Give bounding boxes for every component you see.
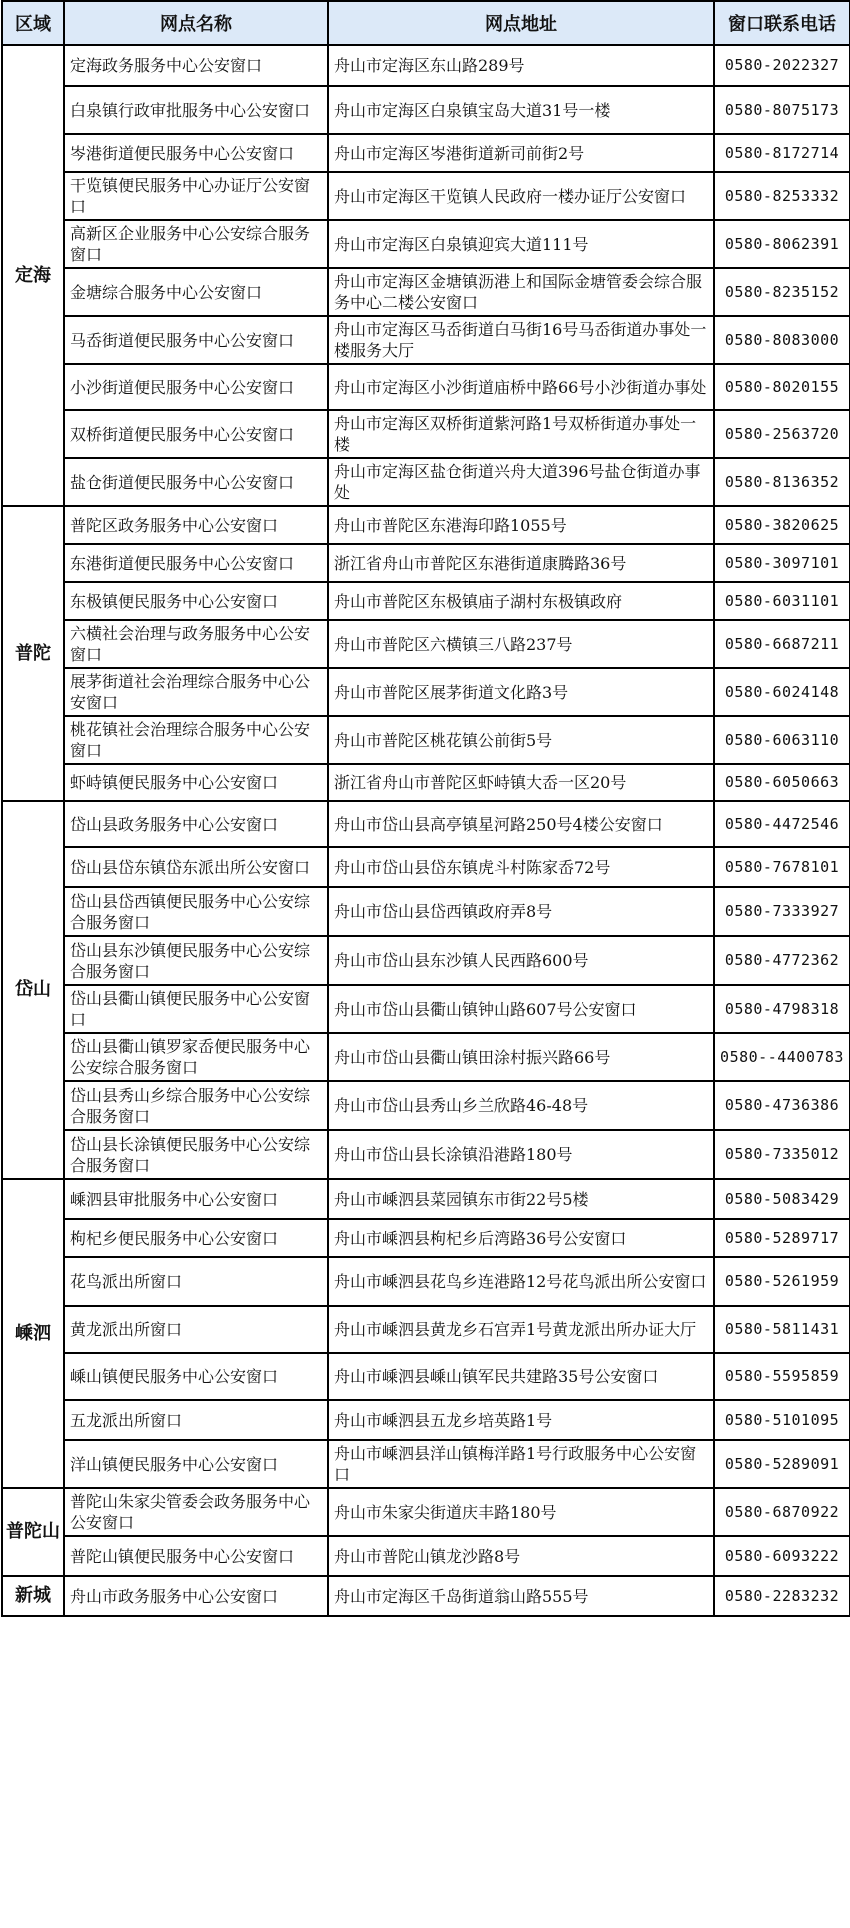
table-row	[2, 1219, 850, 1257]
address-cell: 舟山市普陀区展茅街道文化路3号	[328, 668, 714, 716]
address-cell: 舟山市定海区干览镇人民政府一楼办证厅公安窗口	[328, 172, 714, 220]
address-cell: 舟山市普陀区东极镇庙子湖村东极镇政府	[328, 582, 714, 620]
address-cell: 舟山市定海区白泉镇宝岛大道31号一楼	[328, 86, 714, 134]
name-cell: 东极镇便民服务中心公安窗口	[64, 582, 328, 620]
address-cell: 舟山市定海区白泉镇迎宾大道111号	[328, 220, 714, 268]
header-row	[2, 1, 850, 45]
table-row	[2, 582, 850, 620]
phone-cell: 0580-8235152	[714, 268, 850, 316]
phone-cell: 0580-6687211	[714, 620, 850, 668]
address-cell: 舟山市朱家尖街道庆丰路180号	[328, 1488, 714, 1536]
table-row	[2, 268, 850, 316]
name-cell: 六横社会治理与政务服务中心公安窗口	[64, 620, 328, 668]
phone-cell: 0580-2283232	[714, 1576, 850, 1616]
phone-cell: 0580-6093222	[714, 1536, 850, 1576]
address-cell: 舟山市岱山县秀山乡兰欣路46-48号	[328, 1081, 714, 1130]
name-cell: 金塘综合服务中心公安窗口	[64, 268, 328, 316]
header-address: 网点地址	[328, 1, 714, 45]
phone-cell: 0580-6031101	[714, 582, 850, 620]
header-name: 网点名称	[64, 1, 328, 45]
address-cell: 舟山市嵊泗县菜园镇东市街22号5楼	[328, 1179, 714, 1219]
table-row	[2, 1257, 850, 1306]
address-cell: 舟山市岱山县高亭镇星河路250号4楼公安窗口	[328, 801, 714, 847]
table-row	[2, 86, 850, 134]
name-cell: 马岙街道便民服务中心公安窗口	[64, 316, 328, 364]
phone-cell: 0580-5289717	[714, 1219, 850, 1257]
table-row	[2, 220, 850, 268]
name-cell: 普陀山朱家尖管委会政务服务中心公安窗口	[64, 1488, 328, 1536]
table-row	[2, 1488, 850, 1536]
phone-cell: 0580-2563720	[714, 410, 850, 458]
region-cell: 普陀山	[2, 1488, 64, 1576]
phone-cell: 0580-6870922	[714, 1488, 850, 1536]
address-cell: 舟山市普陀区六横镇三八路237号	[328, 620, 714, 668]
table-row	[2, 1536, 850, 1576]
name-cell: 嵊山镇便民服务中心公安窗口	[64, 1353, 328, 1400]
phone-cell: 0580-4772362	[714, 936, 850, 985]
address-cell: 舟山市岱山县东沙镇人民西路600号	[328, 936, 714, 985]
address-cell: 舟山市定海区马岙街道白马街16号马岙街道办事处一楼服务大厅	[328, 316, 714, 364]
name-cell: 岱山县岱东镇岱东派出所公安窗口	[64, 847, 328, 887]
name-cell: 岱山县衢山镇罗家岙便民服务中心公安综合服务窗口	[64, 1033, 328, 1081]
service-points-table	[1, 0, 850, 1617]
address-cell: 舟山市普陀区东港海印路1055号	[328, 506, 714, 544]
address-cell: 舟山市岱山县岱东镇虎斗村陈家岙72号	[328, 847, 714, 887]
table-row	[2, 1130, 850, 1179]
name-cell: 岱山县长涂镇便民服务中心公安综合服务窗口	[64, 1130, 328, 1179]
region-cell: 嵊泗	[2, 1179, 64, 1488]
name-cell: 岱山县岱西镇便民服务中心公安综合服务窗口	[64, 887, 328, 936]
phone-cell: 0580-7678101	[714, 847, 850, 887]
phone-cell: 0580-4798318	[714, 985, 850, 1033]
name-cell: 双桥街道便民服务中心公安窗口	[64, 410, 328, 458]
table-row	[2, 936, 850, 985]
name-cell: 东港街道便民服务中心公安窗口	[64, 544, 328, 582]
name-cell: 定海政务服务中心公安窗口	[64, 45, 328, 86]
phone-cell: 0580-6063110	[714, 716, 850, 764]
address-cell: 舟山市岱山县岱西镇政府弄8号	[328, 887, 714, 936]
phone-cell: 0580-8083000	[714, 316, 850, 364]
name-cell: 舟山市政务服务中心公安窗口	[64, 1576, 328, 1616]
phone-cell: 0580-5595859	[714, 1353, 850, 1400]
phone-cell: 0580-8062391	[714, 220, 850, 268]
address-cell: 舟山市嵊泗县嵊山镇军民共建路35号公安窗口	[328, 1353, 714, 1400]
table-row	[2, 458, 850, 506]
phone-cell: 0580-8172714	[714, 134, 850, 172]
address-cell: 舟山市嵊泗县五龙乡培英路1号	[328, 1400, 714, 1440]
phone-cell: 0580--4400783	[714, 1033, 850, 1081]
name-cell: 白泉镇行政审批服务中心公安窗口	[64, 86, 328, 134]
address-cell: 浙江省舟山市普陀区东港街道康腾路36号	[328, 544, 714, 582]
name-cell: 岱山县政务服务中心公安窗口	[64, 801, 328, 847]
phone-cell: 0580-4736386	[714, 1081, 850, 1130]
phone-cell: 0580-5811431	[714, 1306, 850, 1353]
phone-cell: 0580-6050663	[714, 764, 850, 801]
phone-cell: 0580-6024148	[714, 668, 850, 716]
name-cell: 普陀区政务服务中心公安窗口	[64, 506, 328, 544]
table-row	[2, 1179, 850, 1219]
address-cell: 舟山市嵊泗县黄龙乡石宫弄1号黄龙派出所办证大厅	[328, 1306, 714, 1353]
region-cell: 普陀	[2, 506, 64, 801]
name-cell: 普陀山镇便民服务中心公安窗口	[64, 1536, 328, 1576]
phone-cell: 0580-5289091	[714, 1440, 850, 1488]
region-cell: 岱山	[2, 801, 64, 1179]
phone-cell: 0580-7335012	[714, 1130, 850, 1179]
header-phone: 窗口联系电话	[714, 1, 850, 45]
name-cell: 小沙街道便民服务中心公安窗口	[64, 364, 328, 410]
name-cell: 岱山县衢山镇便民服务中心公安窗口	[64, 985, 328, 1033]
table-row	[2, 134, 850, 172]
address-cell: 舟山市定海区金塘镇沥港上和国际金塘管委会综合服务中心二楼公安窗口	[328, 268, 714, 316]
address-cell: 舟山市嵊泗县枸杞乡后湾路36号公安窗口	[328, 1219, 714, 1257]
address-cell: 舟山市定海区小沙街道庙桥中路66号小沙街道办事处	[328, 364, 714, 410]
table-row	[2, 1440, 850, 1488]
address-cell: 浙江省舟山市普陀区虾峙镇大岙一区20号	[328, 764, 714, 801]
table-row	[2, 801, 850, 847]
table-body	[2, 45, 850, 1616]
address-cell: 舟山市普陀区桃花镇公前街5号	[328, 716, 714, 764]
phone-cell: 0580-8253332	[714, 172, 850, 220]
table-row	[2, 1576, 850, 1616]
address-cell: 舟山市普陀山镇龙沙路8号	[328, 1536, 714, 1576]
phone-cell: 0580-5101095	[714, 1400, 850, 1440]
phone-cell: 0580-5083429	[714, 1179, 850, 1219]
name-cell: 盐仓街道便民服务中心公安窗口	[64, 458, 328, 506]
region-cell: 定海	[2, 45, 64, 506]
name-cell: 五龙派出所窗口	[64, 1400, 328, 1440]
phone-cell: 0580-3820625	[714, 506, 850, 544]
region-cell: 新城	[2, 1576, 64, 1616]
address-cell: 舟山市嵊泗县花鸟乡连港路12号花鸟派出所公安窗口	[328, 1257, 714, 1306]
table-row	[2, 620, 850, 668]
name-cell: 枸杞乡便民服务中心公安窗口	[64, 1219, 328, 1257]
address-cell: 舟山市岱山县衢山镇钟山路607号公安窗口	[328, 985, 714, 1033]
name-cell: 岑港街道便民服务中心公安窗口	[64, 134, 328, 172]
table-row	[2, 847, 850, 887]
table-row	[2, 316, 850, 364]
name-cell: 岱山县东沙镇便民服务中心公安综合服务窗口	[64, 936, 328, 985]
table-row	[2, 1081, 850, 1130]
table-row	[2, 716, 850, 764]
table-row	[2, 172, 850, 220]
phone-cell: 0580-8136352	[714, 458, 850, 506]
name-cell: 高新区企业服务中心公安综合服务窗口	[64, 220, 328, 268]
table-row	[2, 1353, 850, 1400]
phone-cell: 0580-8075173	[714, 86, 850, 134]
address-cell: 舟山市岱山县长涂镇沿港路180号	[328, 1130, 714, 1179]
phone-cell: 0580-4472546	[714, 801, 850, 847]
table-row	[2, 887, 850, 936]
phone-cell: 0580-8020155	[714, 364, 850, 410]
name-cell: 展茅街道社会治理综合服务中心公安窗口	[64, 668, 328, 716]
table-row	[2, 1306, 850, 1353]
address-cell: 舟山市定海区千岛街道翁山路555号	[328, 1576, 714, 1616]
phone-cell: 0580-5261959	[714, 1257, 850, 1306]
address-cell: 舟山市嵊泗县洋山镇梅洋路1号行政服务中心公安窗口	[328, 1440, 714, 1488]
name-cell: 黄龙派出所窗口	[64, 1306, 328, 1353]
header-region: 区域	[2, 1, 64, 45]
name-cell: 岱山县秀山乡综合服务中心公安综合服务窗口	[64, 1081, 328, 1130]
name-cell: 干览镇便民服务中心办证厅公安窗口	[64, 172, 328, 220]
name-cell: 嵊泗县审批服务中心公安窗口	[64, 1179, 328, 1219]
phone-cell: 0580-2022327	[714, 45, 850, 86]
name-cell: 桃花镇社会治理综合服务中心公安窗口	[64, 716, 328, 764]
table-row	[2, 764, 850, 801]
address-cell: 舟山市定海区双桥街道紫河路1号双桥街道办事处一楼	[328, 410, 714, 458]
name-cell: 虾峙镇便民服务中心公安窗口	[64, 764, 328, 801]
address-cell: 舟山市定海区岑港街道新司前街2号	[328, 134, 714, 172]
phone-cell: 0580-7333927	[714, 887, 850, 936]
table-row	[2, 668, 850, 716]
table-row	[2, 45, 850, 86]
table-row	[2, 544, 850, 582]
name-cell: 洋山镇便民服务中心公安窗口	[64, 1440, 328, 1488]
table-row	[2, 506, 850, 544]
address-cell: 舟山市定海区盐仓街道兴舟大道396号盐仓街道办事处	[328, 458, 714, 506]
address-cell: 舟山市定海区东山路289号	[328, 45, 714, 86]
table-header	[2, 1, 850, 45]
name-cell: 花鸟派出所窗口	[64, 1257, 328, 1306]
table-row	[2, 364, 850, 410]
table-row	[2, 985, 850, 1033]
table-row	[2, 1400, 850, 1440]
table-row	[2, 1033, 850, 1081]
table-row	[2, 410, 850, 458]
address-cell: 舟山市岱山县衢山镇田涂村振兴路66号	[328, 1033, 714, 1081]
phone-cell: 0580-3097101	[714, 544, 850, 582]
